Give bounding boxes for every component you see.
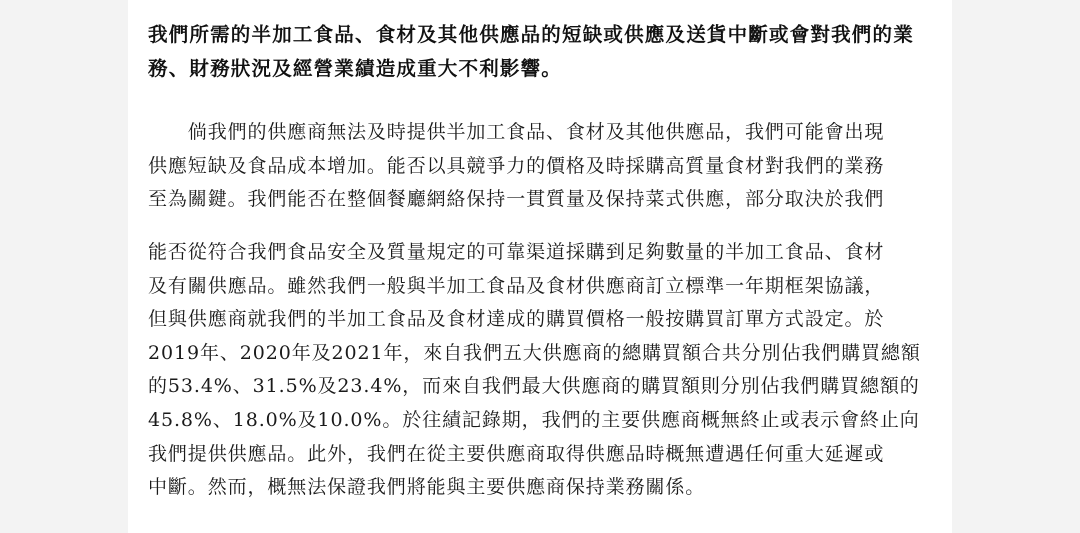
heading-line: 務、財務狀況及經營業績造成重大不利影響。 [148,57,563,80]
paragraph-line: 至為關鍵。我們能否在整個餐廳網絡保持一貫質量及保持菜式供應，部分取決於我們 [148,188,885,211]
paragraph-1 [148,116,948,217]
paragraph-line: 供應短缺及食品成本增加。能否以具競爭力的價格及時採購高質量食材對我們的業務 [148,154,885,177]
right-margin [952,0,1080,533]
paragraph-line: 的53.4%、31.5%及23.4%，而來自我們最大供應商的購買額則分別佔我們購買總額的 [148,375,920,398]
heading-line: 我們所需的半加工食品、食材及其他供應品的短缺或供應及送貨中斷或會對我們的業 [148,23,914,46]
paragraph-line: 2019年、2020年及2021年，來自我們五大供應商的總購買額合共分別佔我們購買總額 [148,341,921,364]
left-margin [0,0,128,533]
paragraph-2 [148,236,948,505]
paragraph-line: 我們提供供應品。此外，我們在從主要供應商取得供應品時概無遭遇任何重大延遲或 [148,442,885,465]
paragraph-line: 但與供應商就我們的半加工食品及食材達成的購買價格一般按購買訂單方式設定。於 [148,308,885,331]
paragraph-line: 及有關供應品。雖然我們一般與半加工食品及食材供應商訂立標準一年期框架協議， [148,274,885,297]
risk-factor-heading [148,18,948,86]
paragraph-line: 能否從符合我們食品安全及質量規定的可靠渠道採購到足夠數量的半加工食品、食材 [148,241,885,263]
paragraph-line: 倘我們的供應商無法及時提供半加工食品、食材及其他供應品，我們可能會出現 [148,121,885,143]
paragraph-line: 中斷。然而，概無法保證我們將能與主要供應商保持業務關係。 [148,476,706,499]
paragraph-line: 45.8%、18.0%及10.0%。於往績記錄期，我們的主要供應商概無終止或表示會終止向 [148,408,920,431]
